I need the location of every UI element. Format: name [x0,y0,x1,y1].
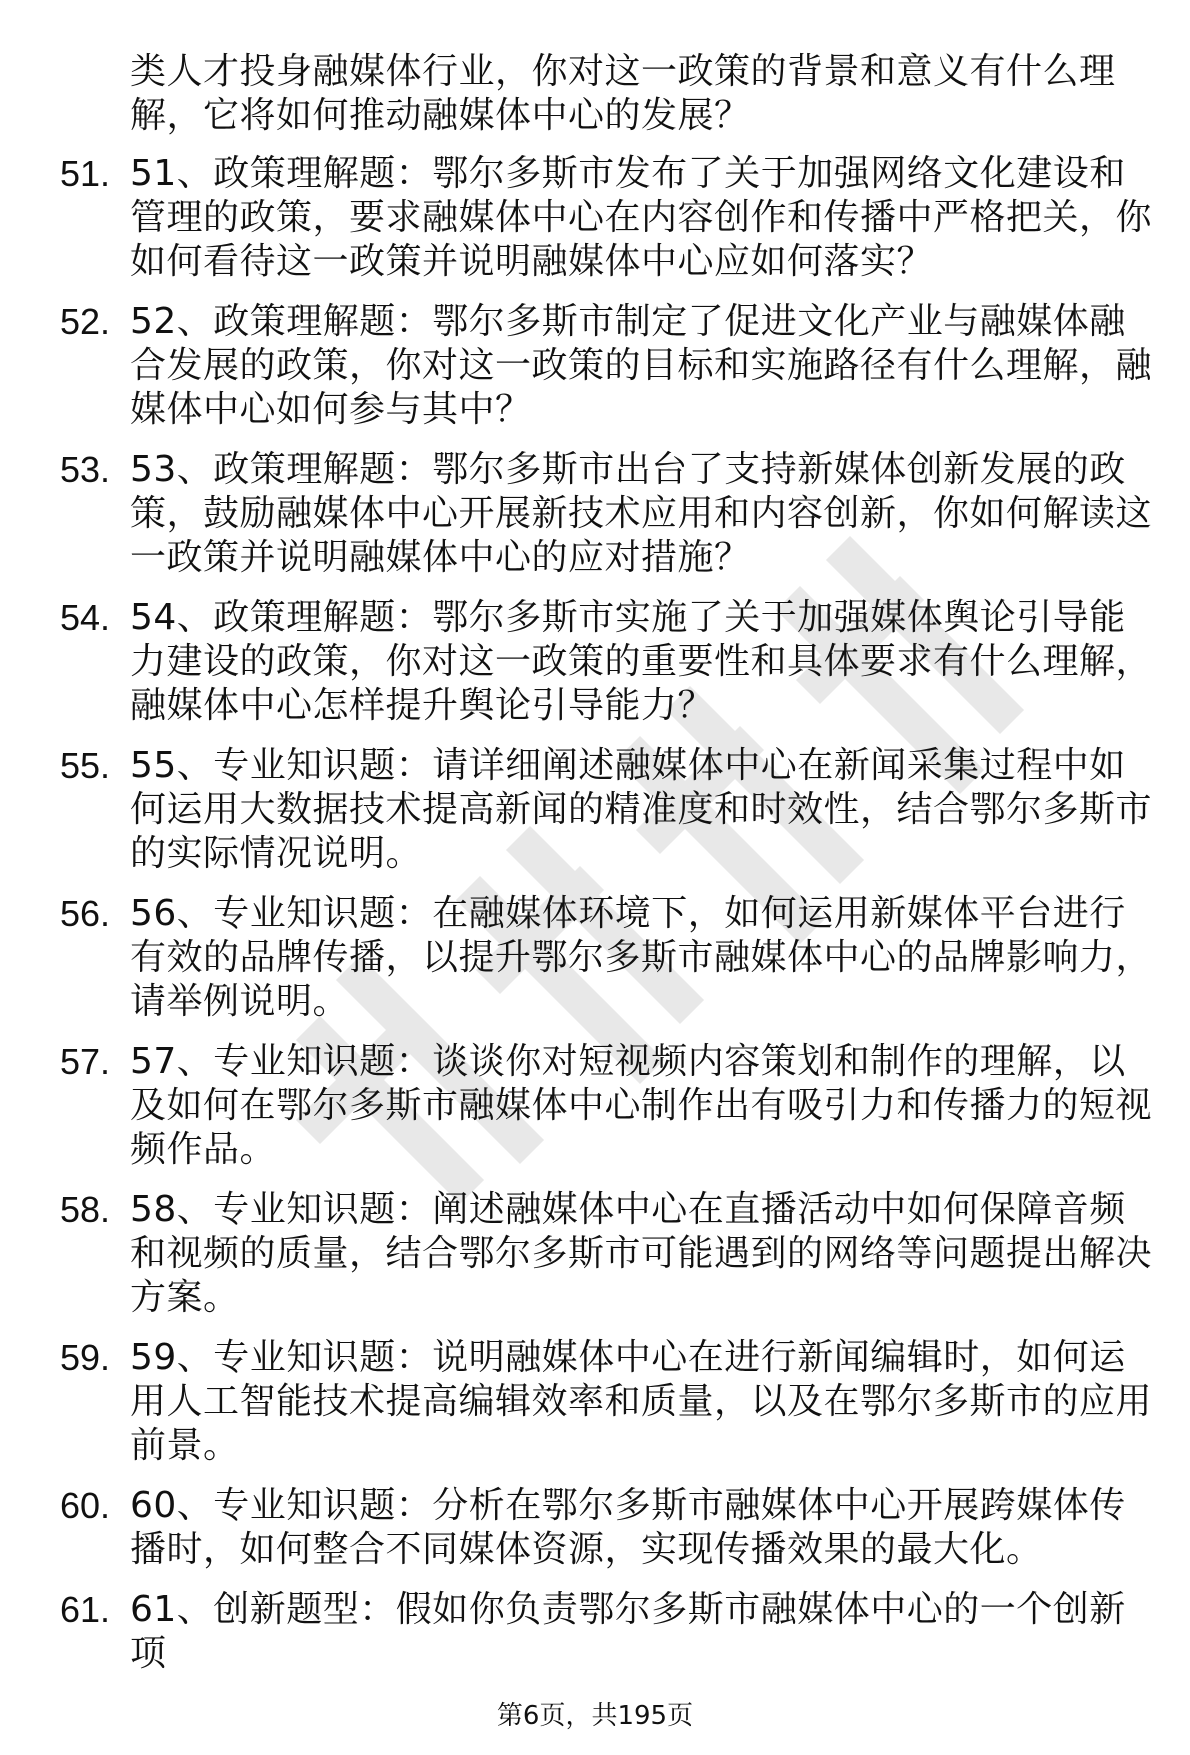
question-text: 51、政策理解题：鄂尔多斯市发布了关于加强网络文化建设和管理的政策，要求融媒体中心在内容创作和传播中严格把关，你如何看待这一政策并说明融媒体中心应如何落实？ [130,153,1153,282]
question-text: 57、专业知识题：谈谈你对短视频内容策划和制作的理解，以及如何在鄂尔多斯市融媒体中心制作出有吸引力和传播力的短视频作品。 [130,1041,1153,1170]
continued-question-text: 类人才投身融媒体行业，你对这一政策的背景和意义有什么理解，它将如何推动融媒体中心的发展？ [130,51,1116,136]
question-number: 59. [60,1337,111,1378]
question-number: 55. [60,745,111,786]
question-number: 56. [60,893,111,934]
question-text: 56、专业知识题：在融媒体环境下，如何运用新媒体平台进行有效的品牌传播，以提升鄂尔多斯市融媒体中心的品牌影响力，请举例说明。 [130,893,1153,1022]
question-number: 51. [60,153,111,194]
question-text: 54、政策理解题：鄂尔多斯市实施了关于加强媒体舆论引导能力建设的政策，你对这一政策的重要性和具体要求有什么理解，融媒体中心怎样提升舆论引导能力？ [130,597,1153,726]
question-number: 52. [60,301,111,342]
question-text: 60、专业知识题：分析在鄂尔多斯市融媒体中心开展跨媒体传播时，如何整合不同媒体资源，实现传播效果的最大化。 [130,1485,1126,1570]
question-number: 54. [60,597,111,638]
question-number: 58. [60,1189,111,1230]
question-text: 52、政策理解题：鄂尔多斯市制定了促进文化产业与融媒体融合发展的政策，你对这一政策的目标和实施路径有什么理解，融媒体中心如何参与其中？ [130,301,1153,430]
question-number: 53. [60,449,111,490]
question-number: 60. [60,1485,111,1526]
question-text: 53、政策理解题：鄂尔多斯市出台了支持新媒体创新发展的政策，鼓励融媒体中心开展新技术应用和内容创新，你如何解读这一政策并说明融媒体中心的应对措施？ [130,449,1153,578]
question-text: 58、专业知识题：阐述融媒体中心在直播活动中如何保障音频和视频的质量，结合鄂尔多斯市可能遇到的网络等问题提出解决方案。 [130,1189,1153,1318]
question-text: 61、创新题型：假如你负责鄂尔多斯市融媒体中心的一个创新项 [130,1589,1126,1674]
question-text: 55、专业知识题：请详细阐述融媒体中心在新闻采集过程中如何运用大数据技术提高新闻的精准度和时效性，结合鄂尔多斯市的实际情况说明。 [130,745,1153,874]
page-footer: 第6页，共195页 [496,1701,694,1731]
question-number: 57. [60,1041,111,1082]
question-number: 61. [60,1589,111,1630]
question-text: 59、专业知识题：说明融媒体中心在进行新闻编辑时，如何运用人工智能技术提高编辑效率和质量，以及在鄂尔多斯市的应用前景。 [130,1337,1153,1466]
